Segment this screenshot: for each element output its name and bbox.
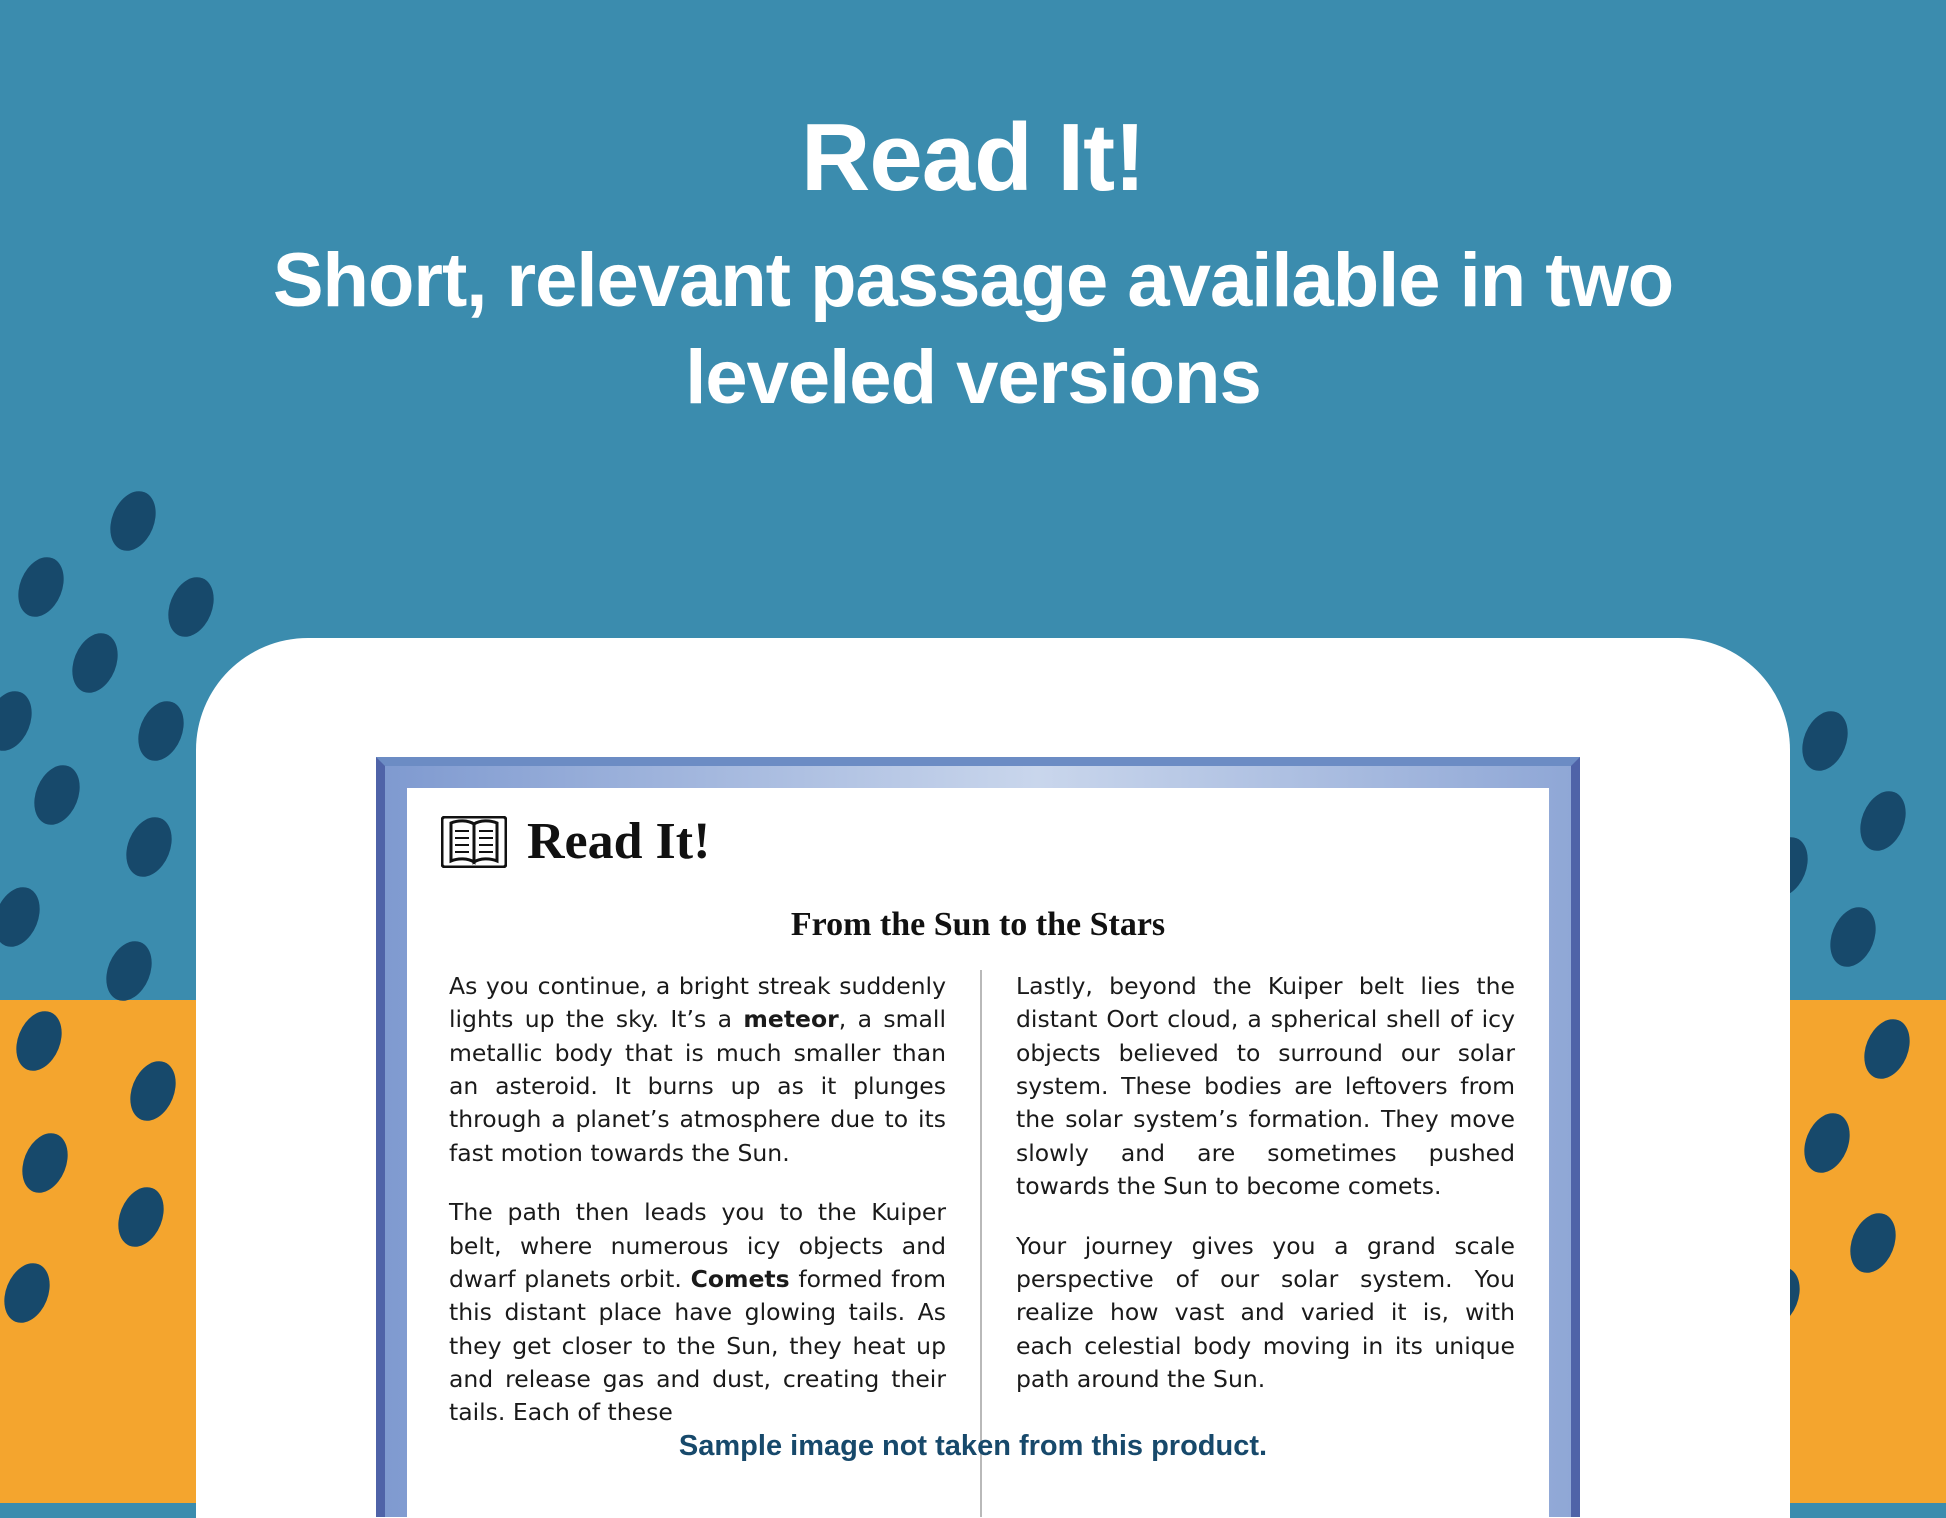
- passage-title: From the Sun to the Stars: [790, 906, 1166, 943]
- passage-paragraph: Lastly, beyond the Kuiper belt lies the distant Oort cloud, a spherical shell of icy objects believed to surround our solar system. These bodies are leftovers from the solar system’s formation. They move slowly and are sometimes pushed towards the Sun to become comets.: [1016, 972, 1515, 1201]
- passage-paragraph: As you continue, a bright streak suddenly lights up the sky. It’s a meteor, a small metallic body that is much smaller than an asteroid. It burns up as it plunges through a planet’s atmosphere due to its fast motion towards the Sun.: [449, 972, 946, 1167]
- worksheet-content: [407, 788, 1549, 1517]
- passage-paragraph: Your journey gives you a grand scale perspective of our solar system. You realize how vast and varied it is, with each celestial body moving in its unique path around the Sun.: [1016, 1231, 1515, 1393]
- open-book-icon: [441, 816, 507, 868]
- headline-block: [0, 104, 1946, 427]
- worksheet-title: Read It!: [527, 813, 711, 870]
- page-title: Read It!: [800, 104, 1146, 211]
- sample-image-note: Sample image not taken from this product.: [678, 1430, 1268, 1462]
- worksheet-page: [376, 757, 1580, 1517]
- page-subtitle: Short, relevant passage available in two leveled versions: [272, 238, 1674, 421]
- passage-paragraph: The path then leads you to the Kuiper belt, where numerous icy objects and dwarf planets orbit. Comets formed from this distant place have glowing tails. As they get closer to the Sun, they heat up and release gas and dust, creating their tails. Each of these: [449, 1198, 946, 1427]
- worksheet-header: [441, 813, 711, 870]
